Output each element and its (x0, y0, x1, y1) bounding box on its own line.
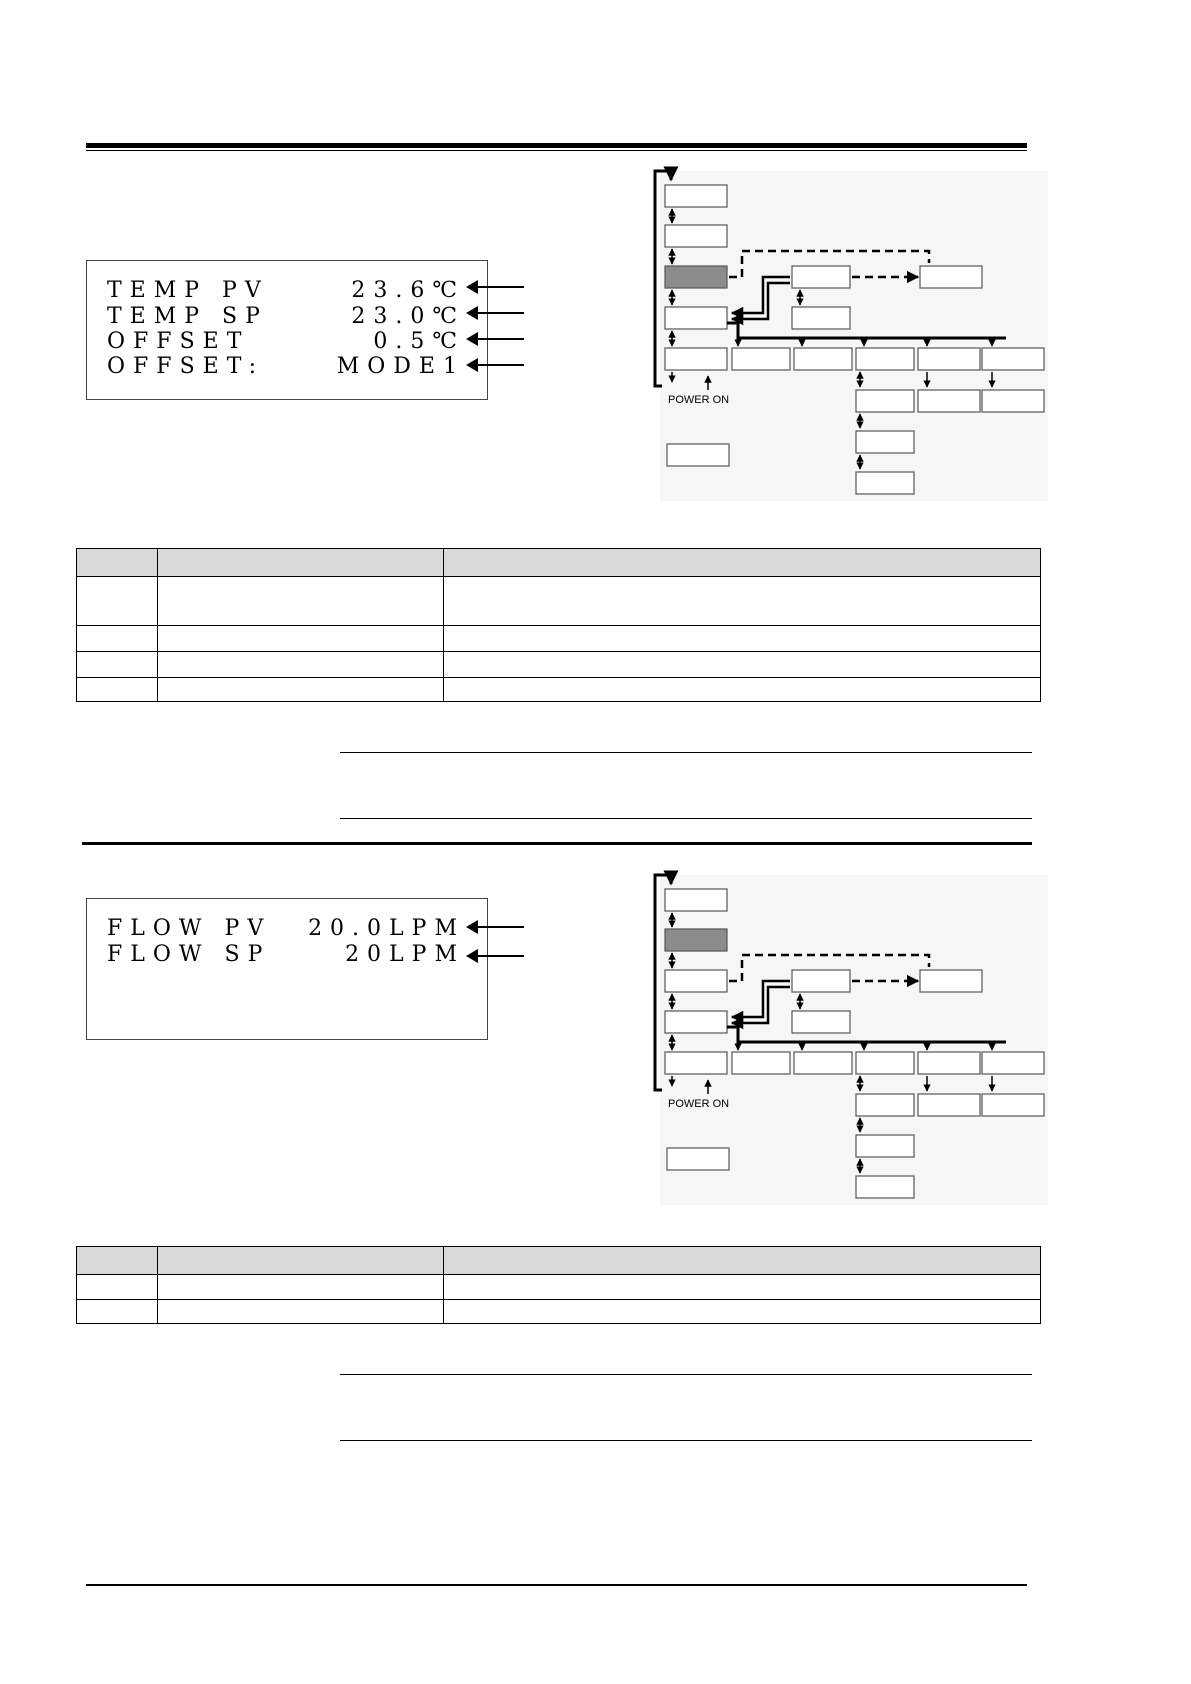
power-on-label: POWER ON (668, 1098, 730, 1110)
menu-box (982, 1094, 1044, 1116)
lcd-label: OFFSET: (107, 354, 264, 379)
lcd-panel-temp (86, 260, 488, 400)
callout-arrow (468, 926, 524, 928)
table-row (77, 626, 1041, 652)
table-row (77, 1300, 1041, 1324)
table-cell (158, 678, 444, 702)
table-header-row (77, 549, 1041, 577)
table-cell (444, 626, 1041, 652)
menu-box (920, 970, 982, 992)
note-rule-top (340, 1374, 1032, 1375)
lcd-label: OFFSET (107, 329, 250, 354)
lcd-row (87, 354, 487, 380)
lcd-row (87, 329, 487, 355)
lcd-row (87, 916, 487, 942)
table-cell (444, 678, 1041, 702)
table-cell (444, 1275, 1041, 1300)
menu-box (982, 1052, 1044, 1074)
table-header-cell (158, 549, 444, 577)
menu-box-active (665, 929, 727, 951)
table-header-cell (444, 549, 1041, 577)
table-header-row (77, 1247, 1041, 1275)
lcd-value: 20.0LPM (308, 916, 465, 941)
menu-box (918, 390, 980, 412)
menu-box (665, 225, 727, 247)
section-divider (82, 842, 1032, 845)
menu-diagram (650, 166, 1050, 506)
header-rule-thick (86, 143, 1027, 148)
lcd-label: FLOW SP (107, 942, 271, 967)
menu-diagram (650, 870, 1050, 1210)
menu-box (856, 390, 914, 412)
callout-arrow (468, 364, 524, 366)
menu-box (665, 185, 727, 207)
table-cell (77, 1300, 158, 1324)
table-row (77, 1275, 1041, 1300)
menu-box (665, 1052, 727, 1074)
note-rule-bottom (340, 1440, 1032, 1441)
power-on-label: POWER ON (668, 394, 730, 406)
legend-box (667, 444, 729, 466)
menu-box (918, 348, 980, 370)
table-cell (77, 652, 158, 678)
lcd-row (87, 942, 487, 968)
table-header-cell (444, 1247, 1041, 1275)
menu-box (732, 1052, 790, 1074)
table-header-cell (77, 549, 158, 577)
table-row (77, 678, 1041, 702)
menu-box (665, 970, 727, 992)
table-header-cell (77, 1247, 158, 1275)
menu-box (732, 348, 790, 370)
menu-box (856, 1176, 914, 1198)
table-cell (158, 626, 444, 652)
menu-box (856, 1135, 914, 1157)
table-row (77, 577, 1041, 626)
lcd-panel-flow (86, 898, 488, 1040)
menu-box (794, 348, 852, 370)
menu-box (918, 1094, 980, 1116)
table-cell (77, 577, 158, 626)
menu-box (982, 390, 1044, 412)
menu-box-active (665, 266, 727, 288)
table-cell (77, 1275, 158, 1300)
table-cell (158, 652, 444, 678)
menu-box (856, 472, 914, 494)
lcd-label: FLOW PV (107, 916, 272, 941)
menu-box (665, 1011, 727, 1033)
table-row (77, 652, 1041, 678)
table-cell (77, 678, 158, 702)
menu-box (792, 266, 850, 288)
callout-arrow (468, 338, 524, 340)
header-rule-thin (86, 150, 1027, 151)
legend-box (667, 1148, 729, 1170)
info-table (76, 548, 1041, 702)
table-cell (158, 1275, 444, 1300)
footer-rule (86, 1584, 1027, 1586)
lcd-row (87, 304, 487, 330)
callout-arrow (468, 286, 524, 288)
menu-box (920, 266, 982, 288)
lcd-value: 23.6℃ (351, 278, 465, 303)
table-header-cell (158, 1247, 444, 1275)
menu-box (665, 348, 727, 370)
info-table (76, 1246, 1041, 1324)
lcd-label: TEMP PV (107, 278, 269, 303)
table-cell (444, 1300, 1041, 1324)
menu-box (856, 431, 914, 453)
menu-box (792, 307, 850, 329)
table-cell (77, 626, 158, 652)
menu-box (856, 1094, 914, 1116)
table-cell (444, 577, 1041, 626)
table-cell (158, 1300, 444, 1324)
menu-box (856, 348, 914, 370)
menu-box (794, 1052, 852, 1074)
table-cell (158, 577, 444, 626)
lcd-label: TEMP SP (107, 304, 268, 329)
menu-box (982, 348, 1044, 370)
callout-arrow (468, 955, 524, 957)
menu-box (665, 307, 727, 329)
lcd-value: 0.5℃ (373, 329, 465, 354)
menu-box (856, 1052, 914, 1074)
lcd-value: 20LPM (345, 942, 465, 967)
menu-box (918, 1052, 980, 1074)
lcd-value: 23.0℃ (351, 304, 465, 329)
lcd-value: MODE1 (336, 354, 465, 379)
note-rule-bottom (340, 818, 1032, 819)
menu-box (792, 970, 850, 992)
menu-box (792, 1011, 850, 1033)
table-cell (444, 652, 1041, 678)
menu-box (665, 889, 727, 911)
note-rule-top (340, 752, 1032, 753)
lcd-row (87, 278, 487, 304)
callout-arrow (468, 312, 524, 314)
